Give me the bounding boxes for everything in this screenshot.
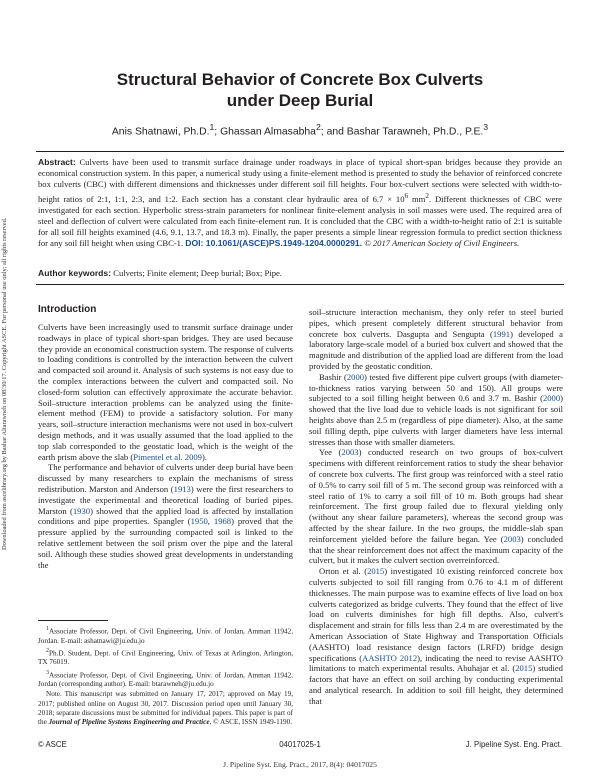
manuscript-note: Note. This manuscript was submitted on January 17, 2017; approved on May 19, 2017; published online on August 30, 2017. Discussion period open until January 30, 2018; separate discussions must be submitted for individual papers. This paper is part of the Journal of Pipeline Systems Engineering and Practice, © ASCE, ISSN 1949-1190. bbox=[38, 690, 293, 726]
citation-line: J. Pipeline Syst. Eng. Pract., 2017, 8(4): 04017025 bbox=[223, 760, 377, 769]
paragraph: The performance and behavior of culverts under deep burial have been discussed by many researchers to explain the mechanisms of stress redistribution. Marston and Anderson (1913) were the first researchers to investigate the experimental and theoretical loading of buried pipes. Marston (1930) showed that the applied load is affected by installation conditions and pipe properties. Spangler (1950, 1968) proved that the pressure applied by the surrounding compacted soil is linked to the relative settlement between the soil prism over the pipe and the lateral soil. Although these studies showed great developments in understanding the bbox=[38, 462, 293, 570]
abstract: Abstract: Culverts have been used to transmit surface drainage under roadways in place of typical short-span bridges because they provide an economical construction system. In this paper, a numerical study using a finite-element method is presented to study the behavior of reinforced concrete box culverts (CBC) with different dimensions and thicknesses under different soil fill heights. Four box-culvert sections were selected with width-to-height ratios of 2:1, 1:1, 2:3, and 1:2. Each section has a constant clear hydraulic area of $6.7 \times 10^6$ $mm^2$. Different thicknesses of CBC were investigated for each section. Hyperbolic stress-strain parameters for nonlinear finite-element analysis in soil masses were used. The required area of steel and deflection of culvert were calculated from each finite-element run. It is concluded that the CBC with a width-to-height ratio of 2:1 is suitable for all soil fill heights examined (4.6, 9.1, 13.7, and 18.3 m). Finally, the paper presents a simple linear regression formula to predict section thickness for any soil fill height when using CBC-1. DOI: 10.1061/(ASCE)PS.1949-1204.0000291. © 2017 American Society of Civil Engineers. bbox=[38, 157, 562, 249]
title-line-2: under Deep Burial bbox=[226, 91, 374, 110]
abstract-bottom-rule bbox=[36, 284, 564, 285]
footnote-rule bbox=[38, 620, 108, 621]
abstract-top-rule bbox=[36, 151, 564, 152]
download-notice: Downloaded from ascelibrary.org by Bashar Altarawneh on 08/30/17. Copyright ASCE. For personal use only; all rights reserved. bbox=[1, 217, 8, 550]
author-list: Anis Shatnawi, Ph.D.$^1$; Ghassan Almasabha$^2$; and Bashar Tarawneh, Ph.D., P.E.$^3$ bbox=[111, 122, 489, 138]
paragraph: Orton et al. (2015) investigated 10 existing reinforced concrete box culverts subjected to soil fill ranging from 0.76 to 4.1 m of different thicknesses. The main purpose was to examine effects of live load on box culverts categorized as bridge culverts. They found that the effect of live load on culverts diminishes for high fill depths. Also, culvert's displacement and strain for fills less than 2.4 m are overestimated by the American Association of State Highway and Transportation Officials (AASHTO) load resistance design factors (LRFD) bridge design specifications (AASHTO 2012), indicating the need to revise AASHTO limitations to match experimental results. Abuhajar et al. (2015) studied factors that have an effect on soil arching by conducting experimental and analytical research. In addition to soil fill height, they determined that bbox=[309, 566, 563, 706]
footer-copyright: © ASCE bbox=[38, 740, 67, 749]
section-heading-introduction: Introduction bbox=[38, 304, 97, 315]
doi-link[interactable]: DOI: 10.1061/(ASCE)PS.1949-1204.0000291. bbox=[185, 238, 363, 249]
paragraph: Culverts have been increasingly used to transmit surface drainage under roadways in place of typical short-span bridges. They are used because they provide an economical construction system. The response of culverts to loading conditions is controlled by the interaction between the culvert and compacted soil around it. Analysis of such systems is not easy due to the complex interactions between the culvert and compacted soil. No closed-form solution can effectively approximate the accurate behavior. Soil–structure interaction problems can be analyzed using the finite-element method (FEM) to provide a satisfactory solution. For many years, soil–structure interaction mechanisms were not used in box-culvert design methods, and it was usually assumed that the load applied to the top slab corresponded to the geostatic load, which is the weight of the earth prism above the slab (Pimentel et al. 2009). bbox=[38, 322, 293, 462]
abstract-label: Abstract: bbox=[38, 157, 76, 167]
paper-title bbox=[0, 69, 600, 111]
paragraph: Yee (2003) conducted research on two groups of box-culvert specimens with different reinforcement ratios to study the shear behavior of concrete box culverts. The first group was reinforced with a steel ratio of 0.5% to carry soil fill of 5 m. The second group was reinforced with a steel ratio of 1% to carry a soil fill of 10 m. Both groups had shear reinforcement. The first group failed due to flexural yielding only (without any shear failure parameters), whereas the second group was affected by the shear failure. In the two groups, the middle-slab span reinforcement yielded before the failure began. Yee (2003) concluded that the shear reinforcement does not affect the maximum capacity of the culvert, but it makes the culvert section overreinforced. bbox=[309, 447, 563, 566]
paragraph: Bashir (2000) tested five different pipe culvert groups (with diameter-to-thickness ratios varying between 50 and 150). All groups were subjected to a soil filling height between 0.6 and 3.7 m. Bashir (2000) showed that the live load due to vehicle loads is not significant for soil heights above than 2.5 m (regardless of pipe diameter). Also, at the same soil filling depth, pipe culverts with larger diameters have less internal stresses than those with smaller diameters. bbox=[309, 371, 563, 447]
footnote: $^2$Ph.D. Student, Dept. of Civil Engineering, Univ. of Texas at Arlington, Arlington, TX 76019. bbox=[38, 647, 293, 667]
footer-page-id: 04017025-1 bbox=[279, 740, 321, 749]
paragraph: soil–structure interaction mechanism, they only refer to steel buried pipes, which present completely different structural behavior from concrete box culverts. Dasgupta and Sengupta (1991) developed a laboratory large-scale model of a buried box culvert and showed that the magnitude and distribution of the applied load are different from the load provided by the geostatic condition. bbox=[309, 307, 563, 371]
author-keywords: Author keywords: Culverts; Finite element; Deep burial; Box; Pipe. bbox=[38, 268, 282, 278]
footnote: $^3$Associate Professor, Dept. of Civil Engineering, Univ. of Jordan, Amman 11942, Jordan (corresponding author). E-mail: btarawneh@ju.edu.jo bbox=[38, 669, 293, 689]
footnotes bbox=[38, 625, 293, 728]
title-line-1: Structural Behavior of Concrete Box Culverts bbox=[116, 70, 484, 89]
footnote: $^1$Associate Professor, Dept. of Civil Engineering, Univ. of Jordan, Amman 11942, Jordan. E-mail: ashatnawi@ju.edu.jo bbox=[38, 626, 293, 645]
footer-journal: J. Pipeline Syst. Eng. Pract. bbox=[465, 740, 562, 749]
